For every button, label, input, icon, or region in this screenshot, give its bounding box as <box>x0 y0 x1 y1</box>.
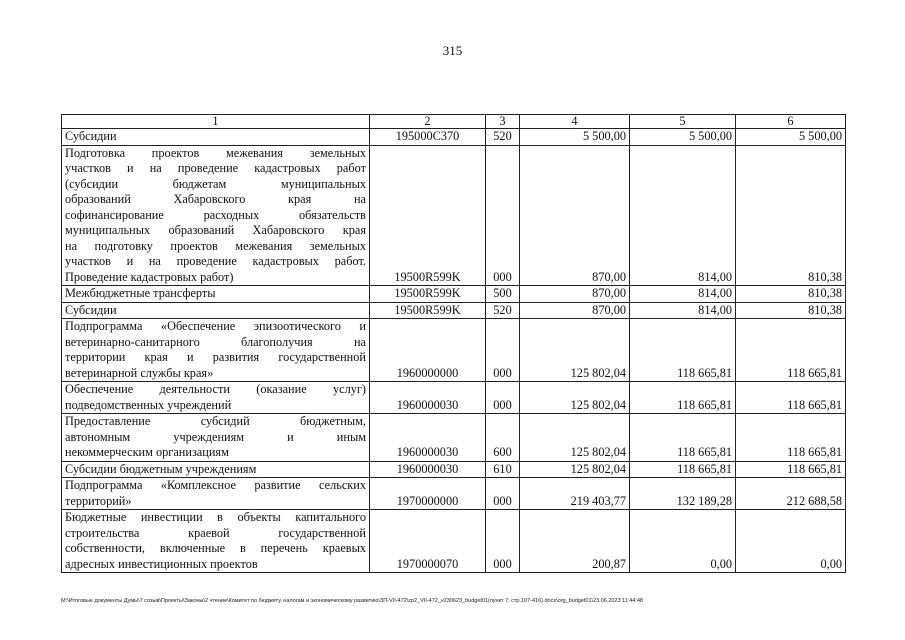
expense-type-cell: 520 <box>486 302 520 319</box>
amount-year3-cell: 212 688,58 <box>736 478 846 510</box>
table-row <box>62 478 846 510</box>
expense-type-cell: 000 <box>486 145 520 286</box>
item-name-line: подведомственных учреждений <box>65 397 232 412</box>
item-name-line: собственности, включенные в перечень краевых <box>65 541 366 555</box>
target-code-cell: 1960000030 <box>370 461 486 478</box>
item-name-line: Подпрограмма «Комплексное развитие сельских <box>65 478 366 492</box>
amount-year2-cell: 118 665,81 <box>630 414 736 462</box>
item-name-line: Бюджетные инвестиции в объекты капитального <box>65 510 366 524</box>
expense-type-cell: 600 <box>486 414 520 462</box>
target-code-cell: 1970000070 <box>370 510 486 573</box>
amount-year3-cell: 118 665,81 <box>736 382 846 414</box>
item-name-line: участков и на проведение кадастровых работ. <box>65 254 366 268</box>
table-row <box>62 286 846 303</box>
item-name-line: территории края и развития государственной <box>65 350 366 364</box>
target-code-cell: 1960000030 <box>370 382 486 414</box>
page-number: 315 <box>442 43 463 58</box>
item-name-cell <box>62 145 370 286</box>
item-name-line: софинансирование расходных обязательств <box>65 207 366 222</box>
column-header: 3 <box>486 115 520 129</box>
item-name-line: ветеринарно-санитарного благополучия на <box>65 334 366 349</box>
column-header: 5 <box>630 115 736 129</box>
expense-type-cell: 610 <box>486 461 520 478</box>
item-name-cell <box>62 319 370 382</box>
expense-type-cell: 520 <box>486 129 520 146</box>
item-name-cell <box>62 414 370 462</box>
amount-year1-cell: 870,00 <box>520 302 630 319</box>
column-header: 6 <box>736 115 846 129</box>
amount-year2-cell: 132 189,28 <box>630 478 736 510</box>
item-name-line: ветеринарной службы края» <box>65 365 214 380</box>
target-code-cell: 1960000000 <box>370 319 486 382</box>
expense-type-cell: 000 <box>486 510 520 573</box>
amount-year3-cell: 810,38 <box>736 145 846 286</box>
expense-type-cell: 000 <box>486 478 520 510</box>
target-code-cell: 1960000030 <box>370 414 486 462</box>
item-name-line: Подготовка проектов межевания земельных <box>65 145 366 160</box>
amount-year2-cell: 814,00 <box>630 286 736 303</box>
amount-year1-cell: 125 802,04 <box>520 319 630 382</box>
amount-year1-cell: 870,00 <box>520 286 630 303</box>
expense-type-cell: 000 <box>486 319 520 382</box>
amount-year3-cell: 118 665,81 <box>736 461 846 478</box>
item-name-line: образований Хабаровского края на <box>65 192 366 206</box>
amount-year3-cell: 118 665,81 <box>736 319 846 382</box>
expense-type-cell: 500 <box>486 286 520 303</box>
item-name-line: автономным учреждениям и иным <box>65 429 366 444</box>
item-name-line: Проведение кадастровых работ) <box>65 269 234 284</box>
target-code-cell: 19500R599K <box>370 286 486 303</box>
item-name-cell <box>62 286 370 303</box>
item-name-cell <box>62 510 370 573</box>
amount-year2-cell: 814,00 <box>630 145 736 286</box>
amount-year3-cell: 810,38 <box>736 286 846 303</box>
table-row <box>62 129 846 146</box>
item-name-cell <box>62 302 370 319</box>
target-code-cell: 195000С370 <box>370 129 486 146</box>
item-name-line: Предоставление субсидий бюджетным, <box>65 414 366 428</box>
table-header-row <box>62 115 846 129</box>
amount-year1-cell: 125 802,04 <box>520 382 630 414</box>
item-name-line: (субсидии бюджетам муниципальных <box>65 176 366 191</box>
budget-table <box>61 114 846 573</box>
target-code-cell: 1970000000 <box>370 478 486 510</box>
column-header: 1 <box>62 115 370 129</box>
amount-year3-cell: 5 500,00 <box>736 129 846 146</box>
amount-year1-cell: 200,87 <box>520 510 630 573</box>
amount-year2-cell: 814,00 <box>630 302 736 319</box>
item-name-line: некоммерческим организациям <box>65 445 229 459</box>
item-name-line: территорий» <box>65 493 132 508</box>
item-name-line: адресных инвестиционных проектов <box>65 556 258 571</box>
amount-year3-cell: 810,38 <box>736 302 846 319</box>
item-name-line: Субсидии <box>65 302 117 317</box>
amount-year2-cell: 118 665,81 <box>630 382 736 414</box>
item-name-line: Субсидии бюджетным учреждениям <box>65 461 257 476</box>
table-row <box>62 319 846 382</box>
amount-year2-cell: 0,00 <box>630 510 736 573</box>
expense-type-cell: 000 <box>486 382 520 414</box>
column-header: 4 <box>520 115 630 129</box>
table-row <box>62 510 846 573</box>
item-name-cell <box>62 129 370 146</box>
table-row <box>62 461 846 478</box>
amount-year2-cell: 5 500,00 <box>630 129 736 146</box>
amount-year1-cell: 219 403,77 <box>520 478 630 510</box>
document-file-path: M:\Итоговые документы Думы\7 созыв\Проекты\Законы\2 чтение\Комитет по бюджету, налогам и экономическому развитию\ЗП-VII-472\zp2_VII-472_v230623_budget01(пункт 7, стр.107-416).docx\org_budget01\23.06.2023 11:44:48 <box>61 598 643 604</box>
item-name-cell <box>62 461 370 478</box>
amount-year1-cell: 125 802,04 <box>520 461 630 478</box>
amount-year3-cell: 118 665,81 <box>736 414 846 462</box>
item-name-line: Подпрограмма «Обеспечение эпизоотического и <box>65 319 366 333</box>
item-name-line: на подготовку проектов межевания земельных <box>65 238 366 253</box>
item-name-cell <box>62 382 370 414</box>
table-row <box>62 382 846 414</box>
amount-year2-cell: 118 665,81 <box>630 319 736 382</box>
target-code-cell: 19500R599K <box>370 145 486 286</box>
item-name-line: строительства краевой государственной <box>65 525 366 540</box>
amount-year1-cell: 125 802,04 <box>520 414 630 462</box>
amount-year2-cell: 118 665,81 <box>630 461 736 478</box>
amount-year1-cell: 5 500,00 <box>520 129 630 146</box>
item-name-line: муниципальных образований Хабаровского края <box>65 223 366 237</box>
item-name-cell <box>62 478 370 510</box>
item-name-line: участков и на проведение кадастровых работ <box>65 161 366 175</box>
item-name-line: Обеспечение деятельности (оказание услуг) <box>65 382 366 396</box>
amount-year3-cell: 0,00 <box>736 510 846 573</box>
table-row <box>62 414 846 462</box>
item-name-line: Межбюджетные трансферты <box>65 286 216 300</box>
target-code-cell: 19500R599K <box>370 302 486 319</box>
amount-year1-cell: 870,00 <box>520 145 630 286</box>
item-name-line: Субсидии <box>65 129 117 143</box>
table-row <box>62 302 846 319</box>
table-row <box>62 145 846 286</box>
column-header: 2 <box>370 115 486 129</box>
